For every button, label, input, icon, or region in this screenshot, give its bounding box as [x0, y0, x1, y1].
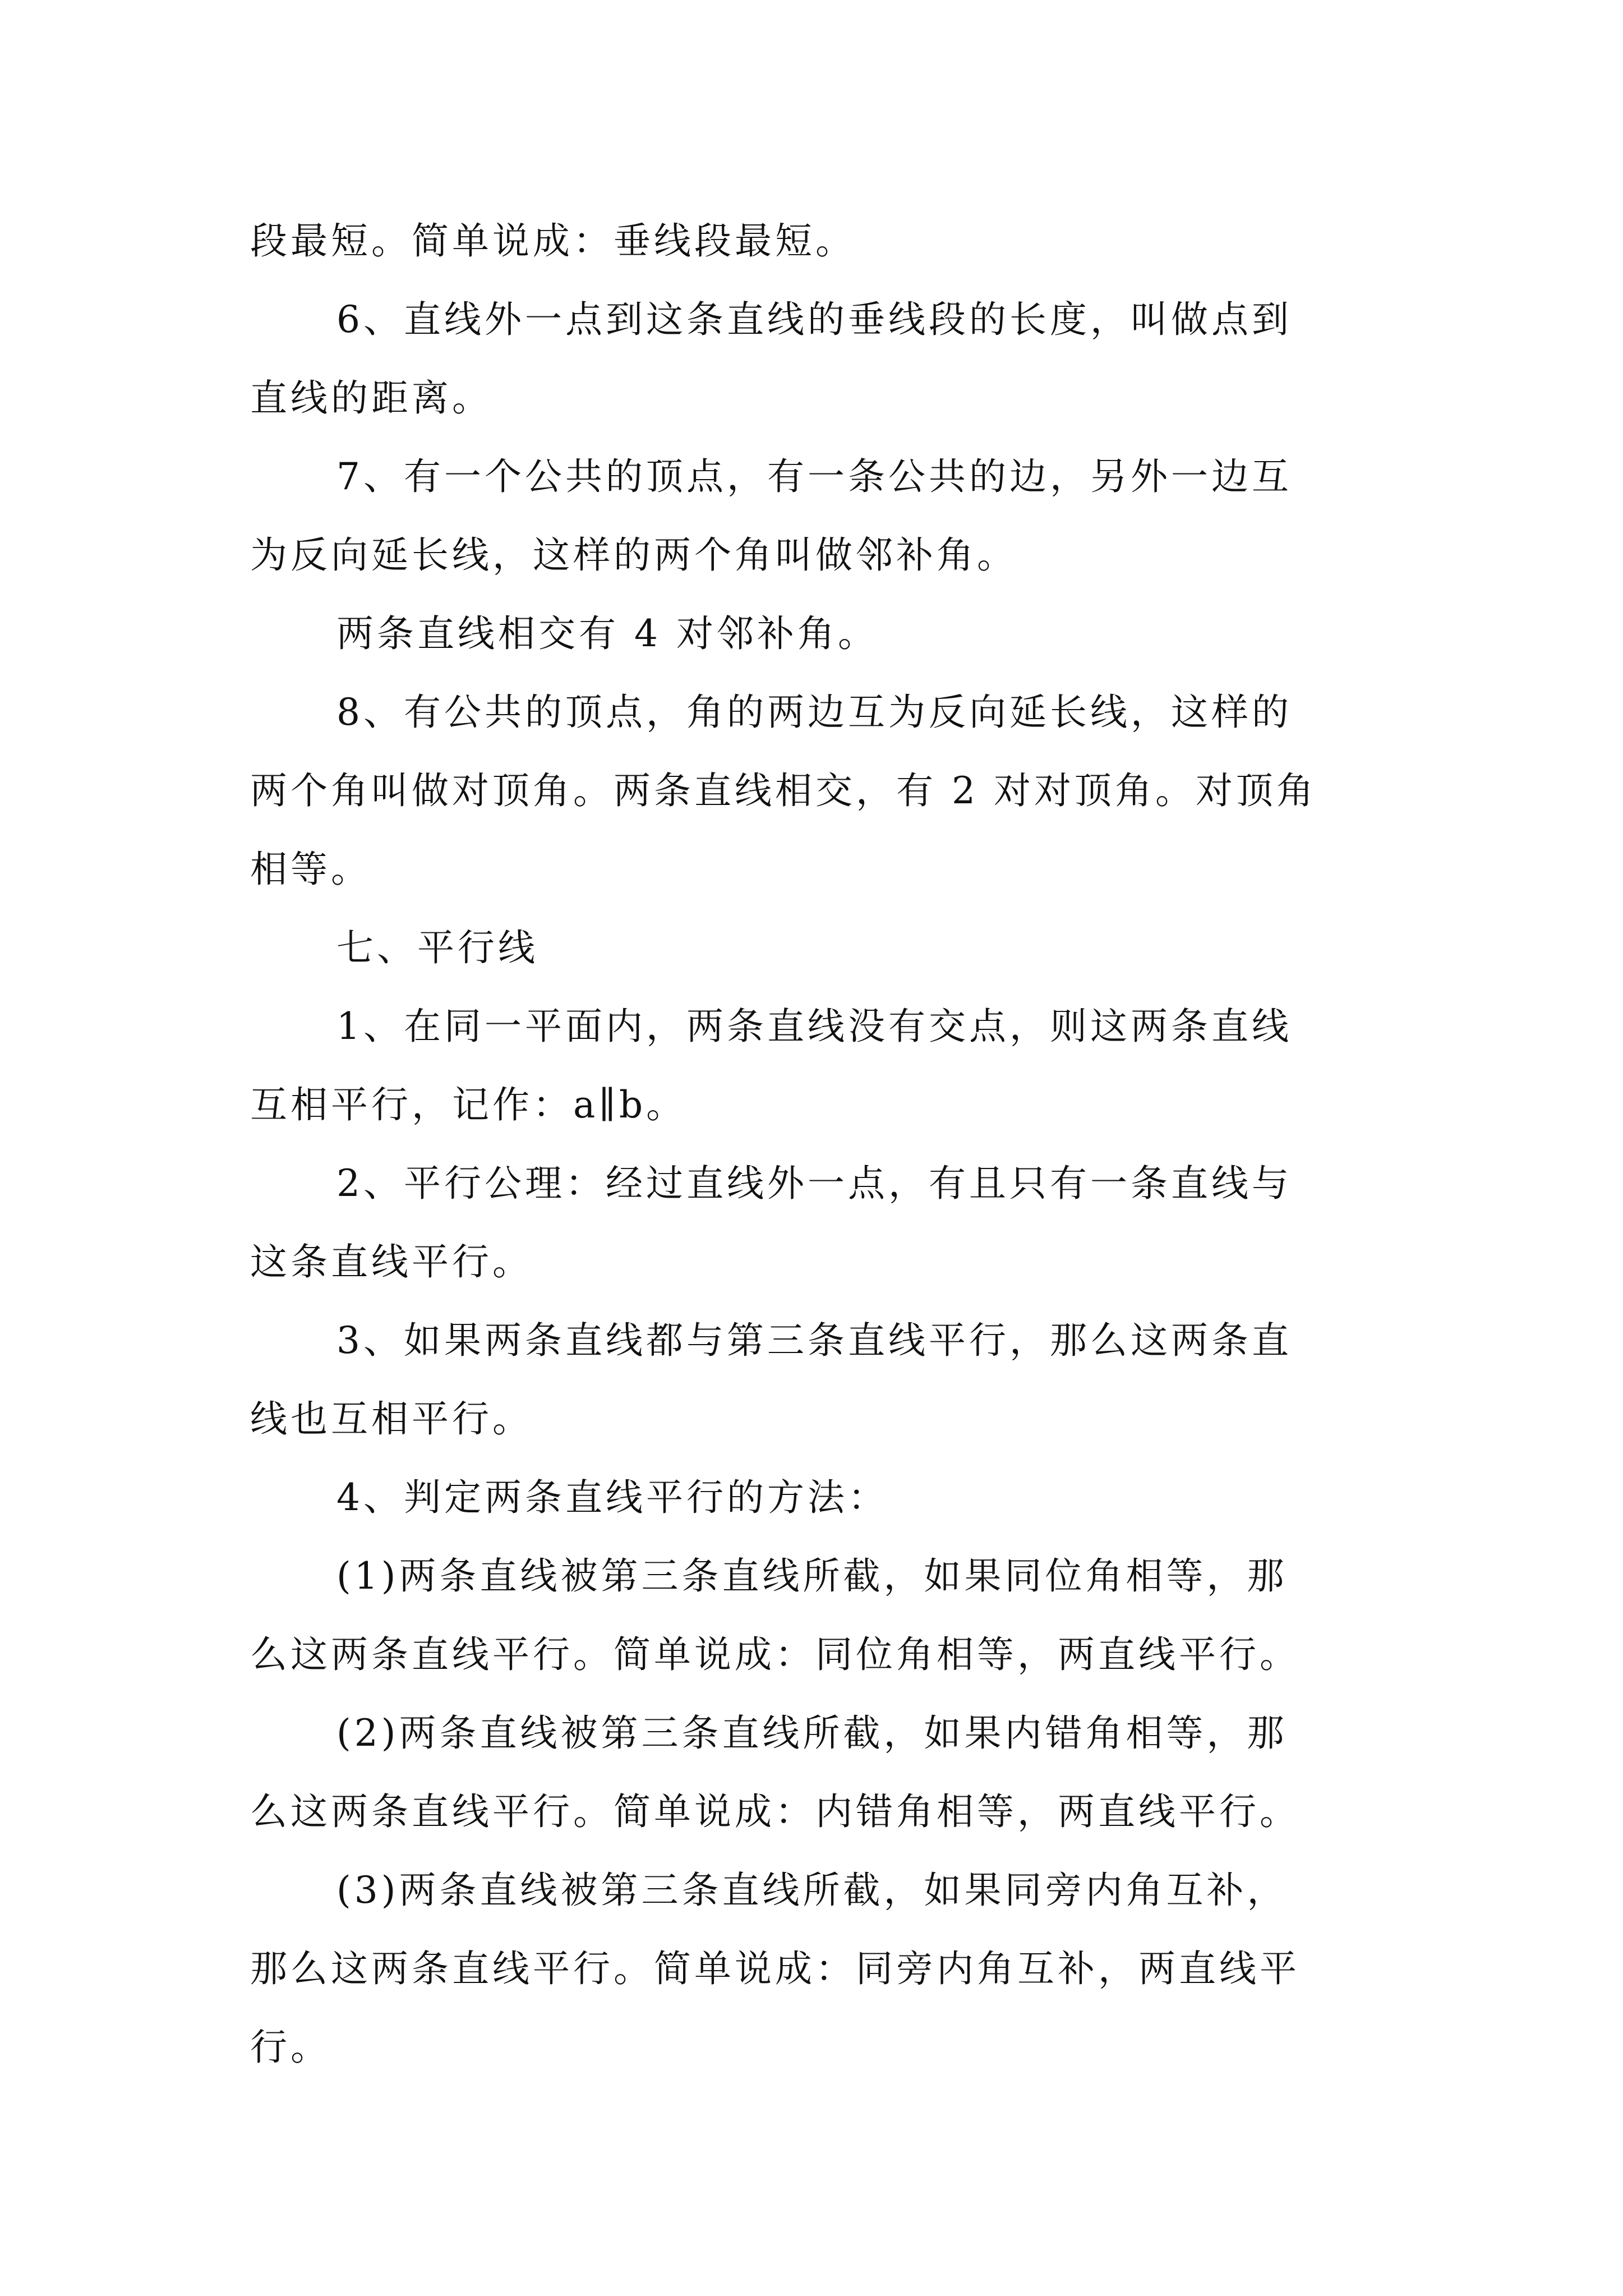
- text-line: 两个角叫做对顶角。两条直线相交，有 2 对对顶角。对顶角: [250, 769, 1317, 812]
- text-line: 相等。: [250, 848, 371, 891]
- text-line: 么这两条直线平行。简单说成：内错角相等，两直线平行。: [250, 1790, 1300, 1833]
- text-line: (3)两条直线被第三条直线所截，如果同旁内角互补，: [336, 1869, 1288, 1912]
- text-line: 8、有公共的顶点，角的两边互为反向延长线，这样的: [336, 691, 1292, 734]
- section-heading: 七、平行线: [336, 926, 538, 969]
- text-line: 互相平行，记作：a∥b。: [250, 1083, 687, 1126]
- text-line: (1)两条直线被第三条直线所截，如果同位角相等，那: [336, 1554, 1288, 1598]
- text-line: 6、直线外一点到这条直线的垂线段的长度，叫做点到: [336, 298, 1292, 341]
- text-line: 行。: [250, 2026, 331, 2069]
- text-line: 为反向延长线，这样的两个角叫做邻补角。: [250, 533, 1017, 577]
- text-line: 那么这两条直线平行。简单说成：同旁内角互补，两直线平: [250, 1947, 1300, 1990]
- text-line: 线也互相平行。: [250, 1397, 533, 1441]
- text-line: 段最短。简单说成：垂线段最短。: [250, 219, 856, 263]
- text-line: 3、如果两条直线都与第三条直线平行，那么这两条直: [336, 1319, 1292, 1362]
- text-line: 么这两条直线平行。简单说成：同位角相等，两直线平行。: [250, 1633, 1300, 1676]
- text-line: 4、判定两条直线平行的方法：: [336, 1476, 888, 1519]
- text-line: (2)两条直线被第三条直线所截，如果内错角相等，那: [336, 1711, 1288, 1755]
- text-line: 2、平行公理：经过直线外一点，有且只有一条直线与: [336, 1162, 1292, 1205]
- text-line: 这条直线平行。: [250, 1240, 533, 1283]
- text-line: 1、在同一平面内，两条直线没有交点，则这两条直线: [336, 1005, 1292, 1048]
- text-line: 两条直线相交有 4 对邻补角。: [336, 612, 878, 655]
- text-line: 7、有一个公共的顶点，有一条公共的边，另外一边互: [336, 455, 1292, 498]
- text-line: 直线的距离。: [250, 376, 492, 420]
